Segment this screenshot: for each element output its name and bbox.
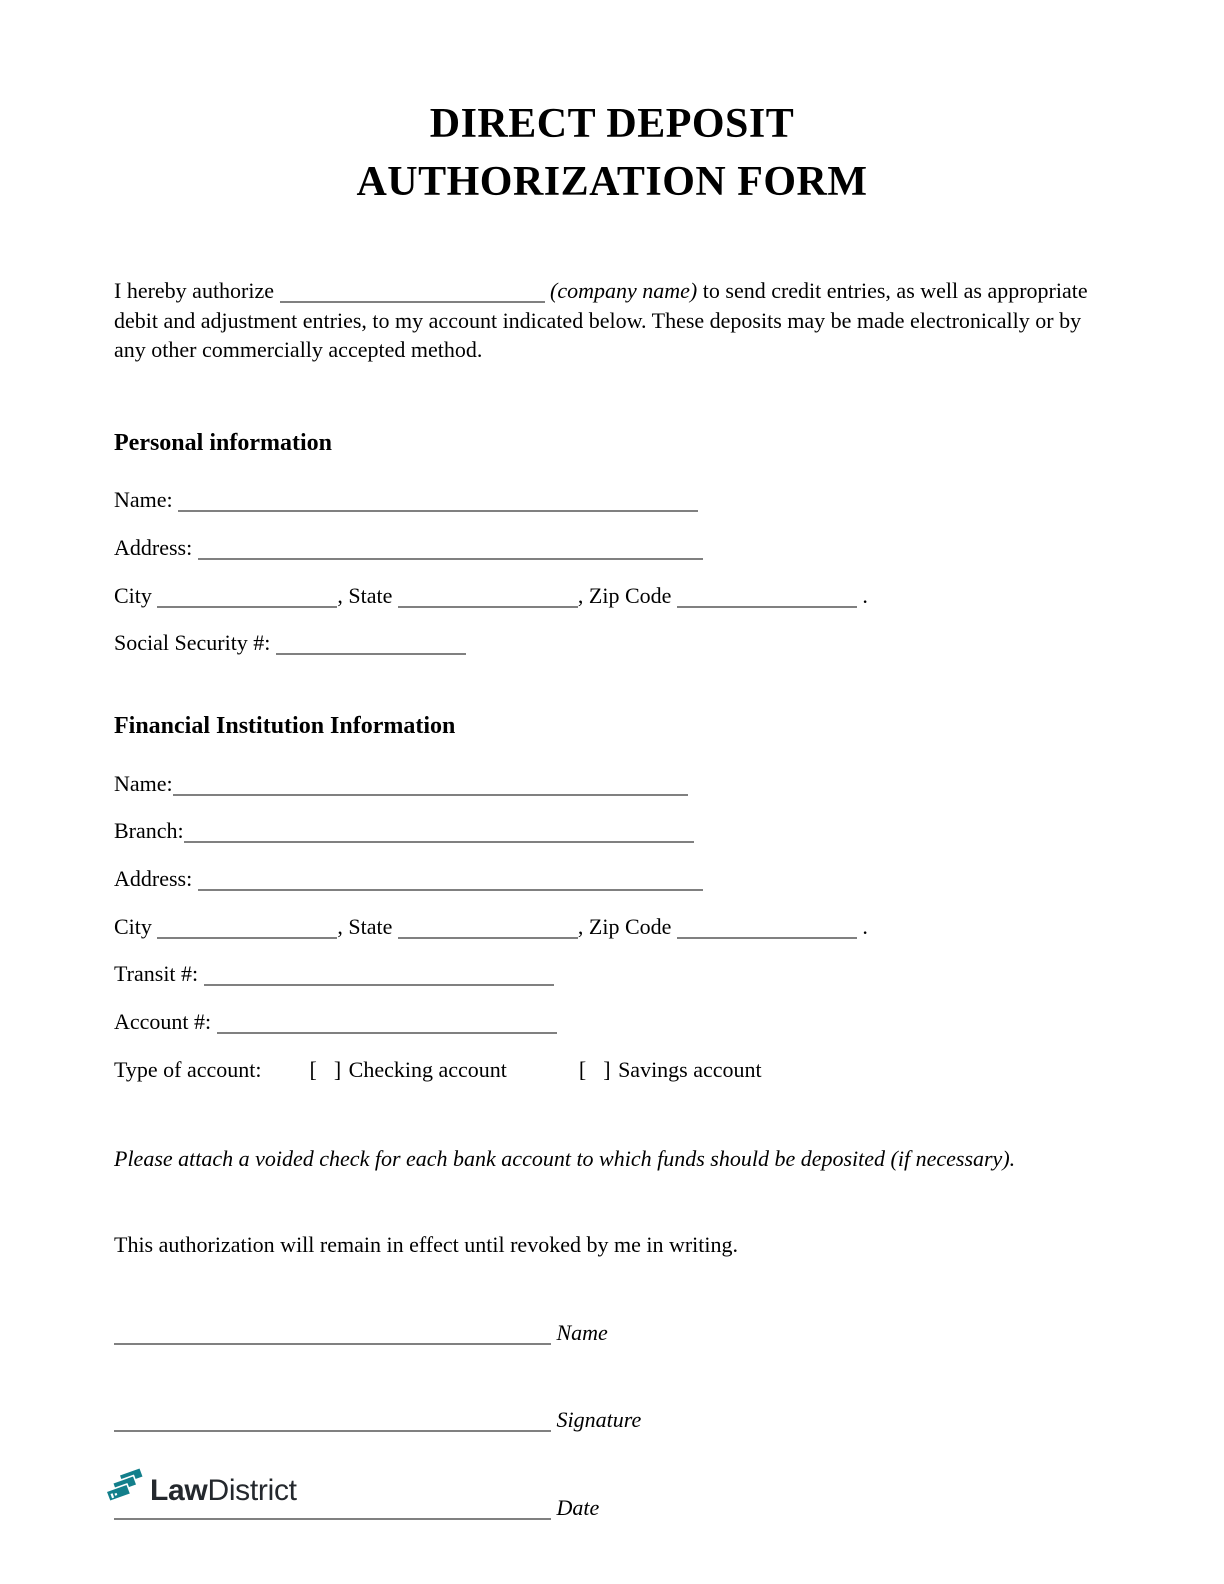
stacked-documents-icon bbox=[104, 1466, 144, 1516]
signature-name-label: Name bbox=[556, 1319, 608, 1345]
savings-account-label: Savings account bbox=[618, 1056, 762, 1082]
financial-address-row bbox=[114, 864, 1110, 894]
intro-prefix: I hereby authorize bbox=[114, 277, 275, 303]
financial-account-label: Account #: bbox=[114, 1008, 212, 1034]
financial-branch-input-line[interactable] bbox=[184, 820, 694, 843]
financial-transit-label: Transit #: bbox=[114, 961, 199, 987]
financial-city-label: City bbox=[114, 913, 152, 939]
checking-account-checkbox[interactable]: [ ] bbox=[309, 1056, 344, 1082]
page-title-line2: AUTHORIZATION FORM bbox=[356, 158, 868, 205]
personal-state-label: , State bbox=[337, 582, 393, 608]
company-name-hint: (company name) bbox=[550, 277, 698, 303]
personal-city-label: City bbox=[114, 582, 152, 608]
financial-transit-input-line[interactable] bbox=[204, 963, 554, 986]
savings-account-option bbox=[579, 1057, 762, 1082]
logo-wordmark bbox=[150, 1471, 297, 1512]
personal-ssn-row bbox=[114, 628, 1110, 658]
financial-branch-label: Branch: bbox=[114, 818, 184, 844]
financial-city-state-zip-row bbox=[114, 912, 1110, 942]
personal-name-input-line[interactable] bbox=[178, 489, 698, 512]
signature-signature-row bbox=[114, 1405, 1110, 1435]
personal-line-end: . bbox=[862, 582, 868, 608]
lawdistrict-logo bbox=[104, 1466, 297, 1516]
financial-account-row bbox=[114, 1007, 1110, 1037]
financial-branch-row bbox=[114, 816, 1110, 846]
checking-account-option bbox=[310, 1057, 507, 1082]
financial-address-input-line[interactable] bbox=[198, 868, 703, 891]
signature-name-input-line[interactable] bbox=[114, 1322, 551, 1345]
financial-section-heading: Financial Institution Information bbox=[114, 713, 456, 740]
personal-ssn-input-line[interactable] bbox=[276, 632, 466, 655]
financial-name-row bbox=[114, 769, 1110, 799]
revocation-note: This authorization will remain in effect until revoked by me in writing. bbox=[114, 1232, 738, 1257]
personal-zip-input-line[interactable] bbox=[677, 585, 857, 608]
personal-name-row bbox=[114, 485, 1110, 515]
page-title-line1: DIRECT DEPOSIT bbox=[429, 101, 795, 147]
financial-transit-row bbox=[114, 959, 1110, 989]
intro-paragraph bbox=[114, 276, 1110, 365]
account-type-label: Type of account: bbox=[114, 1056, 262, 1082]
personal-address-input-line[interactable] bbox=[198, 537, 703, 560]
page-title bbox=[114, 96, 1110, 212]
logo-law-text: Law bbox=[150, 1473, 208, 1507]
financial-state-label: , State bbox=[337, 913, 393, 939]
personal-city-input-line[interactable] bbox=[157, 585, 337, 608]
financial-name-input-line[interactable] bbox=[173, 772, 688, 795]
intro-suffix: to send credit entries, as well as appropriate debit and adjustment entries, to my account indicated below. These deposits may be made electronically or by any other commercially accepted method. bbox=[114, 277, 1088, 363]
financial-zip-input-line[interactable] bbox=[677, 915, 857, 938]
signature-name-row bbox=[114, 1318, 1110, 1348]
financial-state-input-line[interactable] bbox=[398, 915, 578, 938]
signature-date-label: Date bbox=[556, 1495, 600, 1521]
financial-account-input-line[interactable] bbox=[217, 1011, 557, 1034]
logo-district-text: District bbox=[207, 1473, 297, 1507]
financial-zip-label: , Zip Code bbox=[577, 913, 672, 939]
personal-city-state-zip-row bbox=[114, 581, 1110, 611]
personal-address-label: Address: bbox=[114, 535, 193, 561]
personal-address-row bbox=[114, 533, 1110, 563]
savings-account-checkbox[interactable]: [ ] bbox=[578, 1056, 613, 1082]
voided-check-note: Please attach a voided check for each bank account to which funds should be deposited (if necessary). bbox=[114, 1146, 1016, 1172]
company-name-input-line[interactable] bbox=[280, 280, 545, 303]
financial-line-end: . bbox=[862, 913, 868, 939]
personal-section-heading: Personal information bbox=[114, 429, 332, 456]
financial-name-label: Name: bbox=[114, 770, 173, 796]
checking-account-label: Checking account bbox=[348, 1056, 507, 1082]
personal-ssn-label: Social Security #: bbox=[114, 630, 271, 656]
personal-zip-label: , Zip Code bbox=[577, 582, 672, 608]
financial-address-label: Address: bbox=[114, 865, 193, 891]
signature-signature-label: Signature bbox=[556, 1407, 642, 1433]
account-type-row bbox=[114, 1055, 1110, 1085]
financial-city-input-line[interactable] bbox=[157, 915, 337, 938]
signature-signature-input-line[interactable] bbox=[114, 1409, 551, 1432]
personal-name-label: Name: bbox=[114, 487, 173, 513]
personal-state-input-line[interactable] bbox=[398, 585, 578, 608]
